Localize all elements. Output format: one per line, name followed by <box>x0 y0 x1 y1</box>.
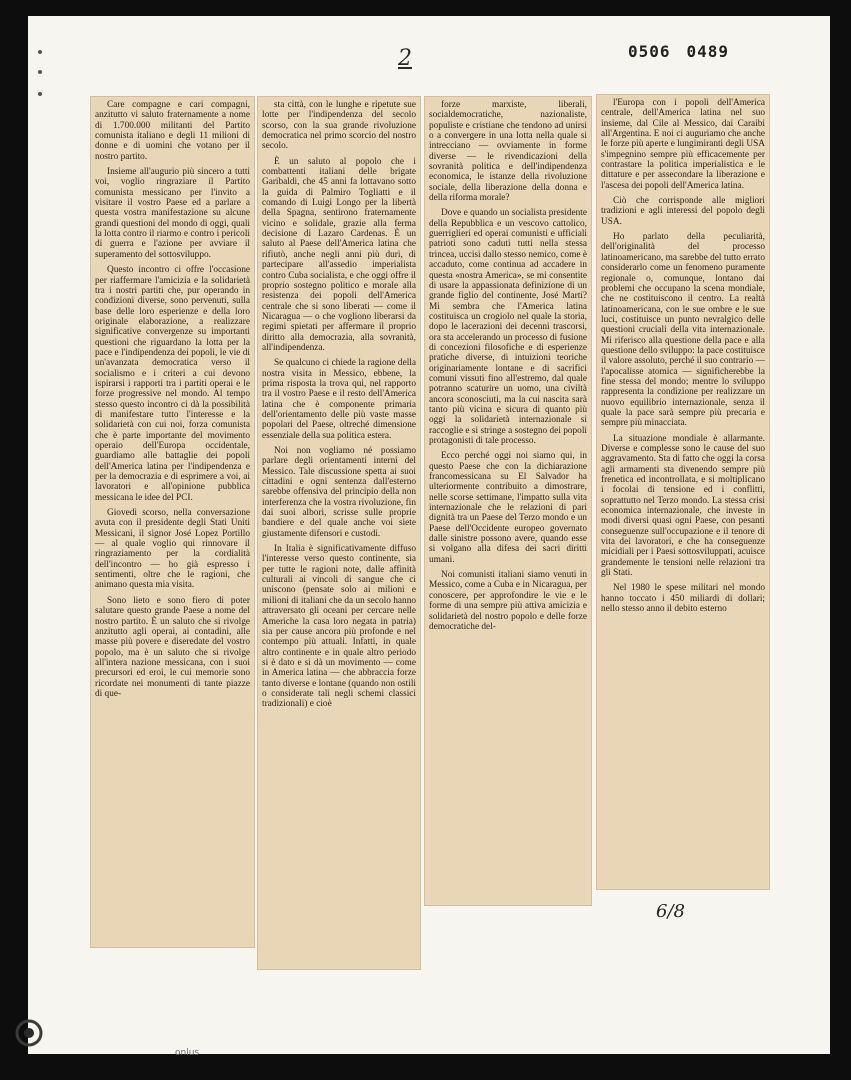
archive-stamp-number <box>628 42 745 61</box>
paragraph: Sono lieto e sono fiero di poter salutare questo grande Paese a nome del nostro partito. È un saluto che si rivolge anzitutto agli operai, ai contadini, alle masse più povere e diseredate del vostro popolo, ma è un saluto che si rivolge all'intera nazione messicana, con i suoi precursori ed eroi, le cui memorie sono ricordate nei monumenti di tante piazze di que- <box>95 595 250 699</box>
paragraph: Ecco perché oggi noi siamo qui, in questo Paese che con la dichiarazione francomessicana su El Salvador ha ulteriormente contribuito a dimostrare, nelle scorse settimane, l'impatto sulla vita internazionale che le relazioni di pari dignità tra un Paese del Terzo mondo e un Paese dell'Occidente europeo governato dalle sinistre possono avere, quando esse si volgano alla difesa dei sacri diritti umani. <box>429 451 587 565</box>
binder-hole-mark <box>38 70 42 74</box>
paragraph: Ciò che corrisponde alle migliori tradizioni e agli interessi del popolo degli USA. <box>601 196 765 227</box>
paragraph: Noi comunisti italiani siamo venuti in Messico, come a Cuba e in Nicaragua, per conoscere, per approfondire le vie e le forme di una sempre più attiva amicizia e solidarietà del nostro popolo e delle forze democratiche del- <box>429 570 587 632</box>
paragraph: sta città, con le lunghe e ripetute sue lotte per l'indipendenza del secolo scorso, con la sua grande rivoluzione democratica nel primo scorcio del nostro secolo. <box>262 100 416 152</box>
paragraph: Questo incontro ci offre l'occasione per riaffermare l'amicizia e la solidarietà tra i nostri partiti che, pur operando in condizioni diverse, sono pervenuti, sulla base delle loro esperienze e della loro originale elaborazione, a realizzare significative convergenze su importanti questioni che riguardano la lotta per la pace e l'indipendenza dei popoli, le vie di un'avanzata democratica verso il socialismo e i criteri a cui devono ispirarsi i rapporti tra i partiti operai e le forze progressive nel mondo. Al tempo stesso questo incontro ci dà la possibilità di manifestare tutto l'interesse e la solidarietà con cui noi, forza comunista che è parte importante del movimento operaio dell'Europa occidentale, guardiamo alle battaglie dei popoli dell'America latina per l'indipendenza e per la democrazia e di esprimere a voi, ai lavoratori e all'opinione pubblica messicana le idee del PCI. <box>95 265 250 503</box>
handwritten-fraction-mark: 6/8 <box>656 901 685 922</box>
handwritten-page-number: 2 <box>398 46 412 71</box>
watermark-logo-icon <box>14 1018 44 1048</box>
paragraph: La situazione mondiale è allarmante. Diverse e complesse sono le cause del suo aggravamento. Sta di fatto che oggi la corsa agli armamenti sta divenendo sempre più frenetica ed incontrollata, e si moltiplicano i focolai di tensione ed i conflitti, soprattutto nel Terzo mondo. La stessa crisi economica internazionale, che investe in modi diversi quasi ogni Paese, con pesanti conseguenze sull'occupazione e il tenore di vita dei lavoratori, e che ha conseguenze micidiali per i Paesi sottosviluppati, acuisce grandemente le tensioni nelle relazioni tra gli Stati. <box>601 433 765 579</box>
paragraph: Nel 1980 le spese militari nel mondo hanno toccato i 450 miliardi di dollari; nello stesso anno il debito esterno <box>601 583 765 615</box>
archive-number-second: 0489 <box>686 42 730 61</box>
scanned-document-page <box>28 16 830 1054</box>
paragraph: Care compagne e cari compagni, anzitutto vi saluto fraternamente a nome di 1.700.000 militanti del Partito comunista italiano e degli 11 milioni di donne e di uomini che votano per il nostro partito. <box>95 100 250 162</box>
binder-hole-mark <box>38 50 42 54</box>
archive-number-first: 0506 <box>628 42 671 61</box>
article-column-4 <box>596 94 770 890</box>
paragraph: Se qualcuno ci chiede la ragione della nostra visita in Messico, ebbene, la prima risposta la trova qui, nel rapporto tra il vostro Paese e il resto dell'America latina che è componente primaria dell'orientamento delle più vaste masse popolari del Paese, oltreché dimensione essenziale della sua politica estera. <box>262 358 416 441</box>
paragraph: È un saluto al popolo che i combattenti italiani delle brigate Garibaldi, che 45 anni fa lottavano sotto la guida di Palmiro Togliatti e il comando di Luigi Longo per la libertà della Spagna, sentirono fraternamente vicino e solidale, grazie alla ferma decisione di Lazaro Cardenas. È un saluto al Paese dell'America latina che rifiutò, anche negli anni più duri, di partecipare all'assedio imperialista contro Cuba socialista, e che oggi offre il proprio sostegno politico e morale alla resistenza dei popoli dell'America centrale che si sono liberati — come il Nicaragua — o che vogliono liberarsi da regimi spietati per affermare il proprio diritto alla democrazia, alla sovranità, all'indipendenza. <box>262 156 416 353</box>
paragraph: In Italia è significativamente diffuso l'interesse verso questo continente, sia per tutte le ragioni note, dalle affinità culturali ai vincoli di sangue che ci uniscono (pensate solo ai milioni e milioni di italiani che da un secolo hanno attraversato gli oceani per cercare nelle Americhe la casa loro negata in patria) sia per cause ancora più profonde e nel contempo più attuali. Infatti, in quale altro continente e in quale altro periodo si è dato e si dà un movimento — come in America latina — che abbraccia forze tanto diverse e lontane (quando non ostili o considerate tali negli schemi classici tradizionali) e cioè <box>262 544 416 710</box>
paragraph: Giovedì scorso, nella conversazione avuta con il presidente degli Stati Uniti Messicani, il signor José Lopez Portillo — al quale voglio qui rinnovare il ringraziamento per la cordialità dell'incontro — ho già espresso i sentimenti, oltre che le ragioni, che animano questa mia visita. <box>95 508 250 591</box>
paragraph: Insieme all'augurio più sincero a tutti voi, voglio ringraziare il Partito comunista messicano per l'invito a visitare il vostro Paese ed a parlare a questa vostra manifestazione su alcune grandi questioni del mondo di oggi, quali la lotta contro il riarmo e contro i pericoli di guerra e l'azione per avviare il superamento del sottosviluppo. <box>95 167 250 260</box>
paragraph: l'Europa con i popoli dell'America centrale, dell'America latina nel suo insieme, dal Cile al Messico, dai Caraibi all'Argentina. E noi ci auguriamo che anche le forze più aperte e lungimiranti degli USA s'impegnino sempre più efficacemente per contrastare la politica imperialistica e le dittature e per assecondare la liberazione e l'ascesa dei popoli dell'America latina. <box>601 98 765 191</box>
paragraph: Ho parlato della peculiarità, dell'originalità del processo latinoamericano, ma sarebbe del tutto errato considerarlo come un fenomeno puramente regionale o, comunque, lontano dai problemi che occupano la scena mondiale, che ne costituiscono il centro. La realtà latinoamericana, con le sue ombre e le sue luci, costituisce un punto nevralgico delle questioni cruciali della vita internazionale. Mi riferisco alla questione della pace e alla questione dello sviluppo: la pace costituisce il valore assoluto, perché il suo contrario — l'apocalisse atomica — significherebbe la fine stessa del mondo; mentre lo sviluppo rappresenta la condizione per realizzare un nuovo equilibrio internazionale, senza il quale la pace sarà sempre più precaria e sempre più minacciata. <box>601 232 765 429</box>
article-column-2 <box>257 96 421 970</box>
article-column-3 <box>424 96 592 906</box>
paragraph: Dove e quando un socialista presidente della Repubblica e un vescovo cattolico, guerriglieri ed operai comunisti e ufficiali patrioti sono caduti tutti nella stessa trincea, uccisi dallo stesso nemico, come è accaduto, come continua ad accadere in questa «nostra America», se mi consentite di usare la appassionata definizione di un grande figlio del continente, José Martí? Mi sembra che l'America latina costituisca un crogiolo nel quale la storia, dopo le lacerazioni dei decenni trascorsi, ora sta accelerando un processo di fusione di concezioni filosofiche e di esperienze pratiche diverse, di intuizioni teoriche originariamente lontane e di sacrifici comuni vissuti fino all'estremo, dal quale potranno scaturire un uomo, una civiltà ancora sconosciuti, ma la cui nascita sarà tanto più vicina e sicura di quanto più oggi la solidarietà internazionale si raccoglie e si stringe a sostegno dei popoli protagonisti di tale processo. <box>429 208 587 446</box>
paragraph: Noi non vogliamo né possiamo parlare degli orientamenti interni del Messico. Tale discussione spetta ai suoi cittadini e ogni sentenza dall'esterno sarebbe offensiva del principio della non interferenza che la vostra rivoluzione, fin dai suoi albori, scrisse sulle proprie bandiere e del quale anche voi siete giustamente difensori e custodi. <box>262 446 416 539</box>
article-column-1 <box>90 96 255 948</box>
watermark-text: onlus <box>175 1048 200 1058</box>
binder-hole-mark <box>38 92 42 96</box>
paragraph: forze marxiste, liberali, socialdemocratiche, nazionaliste, populiste e cristiane che tendono ad unirsi o a convergere in una lotta nella quale si intrecciano — ovviamente in forme diverse — le rivendicazioni della sovranità politica e dell'indipendenza economica, le istanze della rivoluzione sociale, della liberazione della donna e della riforma morale? <box>429 100 587 204</box>
